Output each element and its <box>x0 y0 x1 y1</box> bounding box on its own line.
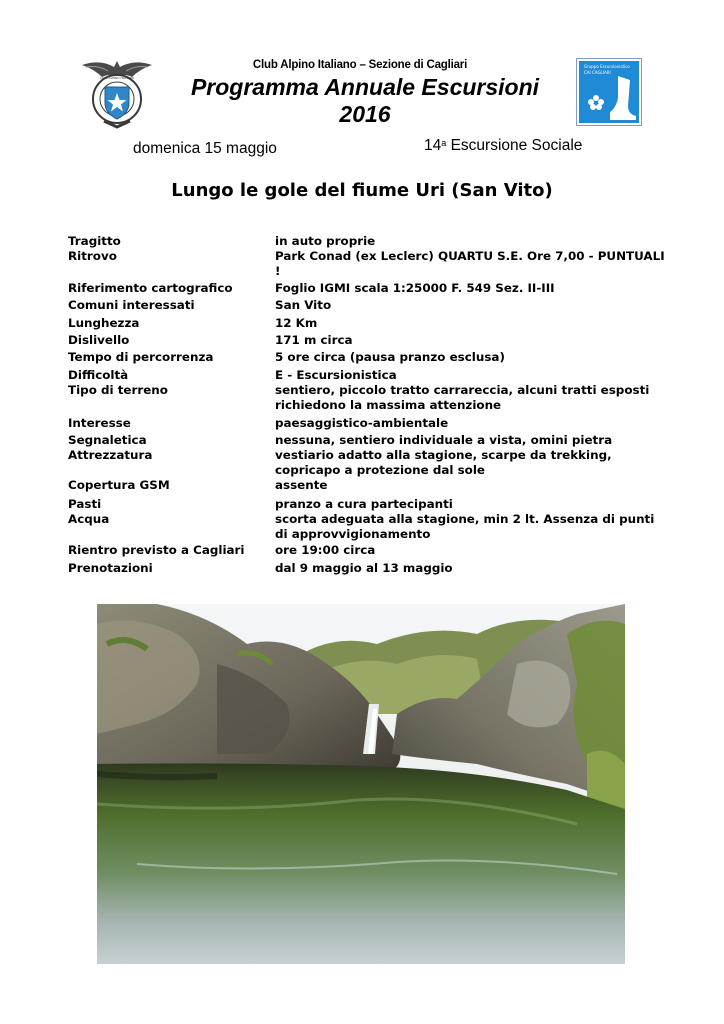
detail-value: Park Conad (ex Leclerc) QUARTU S.E. Ore 7,00 - PUNTUALI ! <box>275 249 665 278</box>
detail-value: 5 ore circa (pausa pranzo esclusa) <box>275 350 505 364</box>
logo-right-text-1: Gruppo Escursionistico <box>584 64 630 69</box>
detail-value: 171 m circa <box>275 333 353 347</box>
detail-label: Pasti <box>68 497 102 511</box>
detail-label: Segnaletica <box>68 433 147 447</box>
detail-label: Tempo di percorrenza <box>68 350 214 364</box>
detail-label: Dislivello <box>68 333 130 347</box>
detail-value: in auto proprie <box>275 234 376 248</box>
main-title <box>160 74 570 128</box>
detail-label: Tragitto <box>68 234 121 248</box>
detail-label: Comuni interessati <box>68 298 195 312</box>
title-line-2: 2016 <box>339 101 391 127</box>
detail-label: Copertura GSM <box>68 478 170 492</box>
detail-label: Difficoltà <box>68 368 129 382</box>
title-line-1: Programma Annuale Escursioni <box>190 74 540 100</box>
detail-value: dal 9 maggio al 13 maggio <box>275 561 453 575</box>
detail-label: Ritrovo <box>68 249 117 263</box>
detail-value: paesaggistico-ambientale <box>275 416 449 430</box>
detail-label: Acqua <box>68 512 110 526</box>
event-ordinal: 14 <box>424 137 442 154</box>
detail-value: assente <box>275 478 328 492</box>
detail-value: scorta adeguata alla stagione, min 2 lt. Assenza di punti di approvvigionamento <box>275 512 655 541</box>
event-ordinal-suffix: a <box>441 138 447 148</box>
detail-value: nessuna, sentiero individuale a vista, omini pietra <box>275 433 613 447</box>
detail-value: Foglio IGMI scala 1:25000 F. 549 Sez. II-III <box>275 281 555 295</box>
detail-label: Interesse <box>68 416 131 430</box>
detail-label: Tipo di terreno <box>68 383 168 397</box>
logo-right-text-2: CAI CAGLIARI <box>584 70 611 75</box>
gruppo-escursionistico-logo <box>576 58 642 126</box>
club-line: Club Alpino Italiano – Sezione di Cagliari <box>252 59 468 71</box>
cai-eagle-logo <box>80 55 154 129</box>
detail-value: San Vito <box>275 298 332 312</box>
route-title: Lungo le gole del fiume Uri (San Vito) <box>171 180 553 201</box>
event-date: domenica 15 maggio <box>133 140 277 157</box>
detail-value: 12 Km <box>275 316 318 330</box>
logo-left-text: CLUB ALPINO ITALIANO <box>99 76 135 80</box>
detail-value: E - Escursionistica <box>275 368 397 382</box>
event-type: Escursione Sociale <box>446 137 583 154</box>
event-number <box>424 137 582 155</box>
detail-label: Riferimento cartografico <box>68 281 233 295</box>
detail-value: sentiero, piccolo tratto carrareccia, alcuni tratti esposti richiedono la massima attenzione <box>275 383 650 412</box>
detail-label: Lunghezza <box>68 316 140 330</box>
detail-value: pranzo a cura partecipanti <box>275 497 453 511</box>
detail-label: Rientro previsto a Cagliari <box>68 543 245 557</box>
detail-value: ore 19:00 circa <box>275 543 376 557</box>
gorge-photo <box>97 604 625 964</box>
detail-value: vestiario adatto alla stagione, scarpe da trekking, copricapo a protezione dal sole <box>275 448 612 477</box>
detail-label: Prenotazioni <box>68 561 153 575</box>
detail-label: Attrezzatura <box>68 448 153 462</box>
